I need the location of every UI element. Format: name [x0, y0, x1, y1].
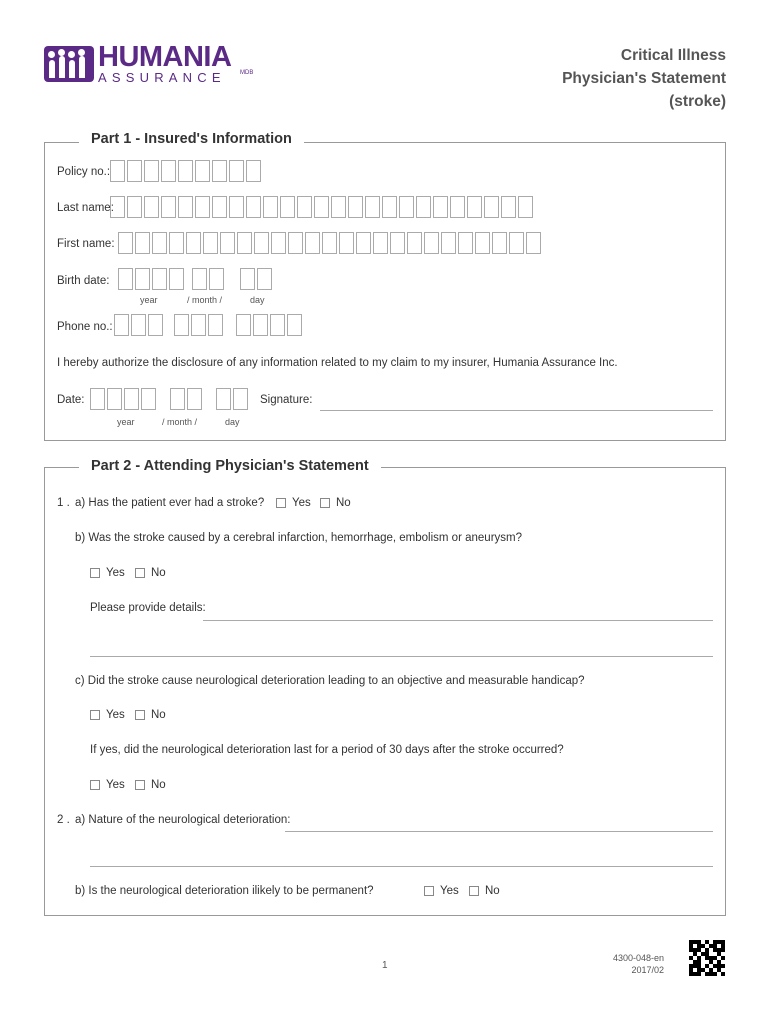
first-name-label: First name:	[57, 238, 115, 250]
policy-label: Policy no.:	[57, 166, 111, 178]
logo-subtitle: ASSURANCE	[98, 70, 226, 85]
checkbox-icon[interactable]	[135, 780, 145, 790]
q1b-no-option[interactable]	[135, 567, 166, 579]
qr-code-icon	[689, 940, 725, 976]
logo-mark-text: MDB	[240, 70, 254, 76]
last-name-label: Last name:	[57, 202, 114, 214]
part2-legend: Part 2 - Attending Physician's Statement	[79, 458, 381, 474]
title-line-1: Critical Illness	[620, 47, 726, 64]
question-2b: b) Is the neurological deterioration ilikely to be permanent?	[75, 885, 374, 897]
q2b-yes-option[interactable]	[424, 885, 459, 897]
birth-date-label: Birth date:	[57, 275, 110, 287]
date-month-boxes[interactable]	[170, 388, 204, 410]
q1c-no-option[interactable]	[135, 709, 166, 721]
q1c-followup-no-option[interactable]	[135, 779, 166, 791]
logo-name: HUMANIA	[98, 41, 232, 73]
q1c-yes-option[interactable]	[90, 709, 125, 721]
q1c-followup-yes-option[interactable]	[90, 779, 125, 791]
no-label: No	[336, 497, 351, 509]
no-label: No	[151, 779, 166, 791]
first-name-boxes[interactable]	[118, 232, 543, 254]
no-label: No	[151, 709, 166, 721]
form-code	[613, 952, 664, 976]
form-code-number: 4300-048-en	[612, 953, 664, 963]
form-code-date: 2017/02	[631, 965, 664, 975]
part1-rule-right	[288, 142, 725, 143]
checkbox-icon[interactable]	[276, 498, 286, 508]
checkbox-icon[interactable]	[320, 498, 330, 508]
checkbox-icon[interactable]	[469, 886, 479, 896]
phone-prefix-boxes[interactable]	[174, 314, 225, 336]
birth-day-boxes[interactable]	[240, 268, 274, 290]
checkbox-icon[interactable]	[90, 780, 100, 790]
title-line-2: Physician's Statement	[562, 70, 726, 87]
title-line-3: (stroke)	[669, 93, 726, 110]
checkbox-icon[interactable]	[135, 710, 145, 720]
birth-day-caption: day	[250, 295, 265, 305]
q1a-yes-option[interactable]	[276, 497, 311, 509]
deterioration-line-2[interactable]	[90, 866, 713, 867]
people-logo-icon	[44, 46, 94, 82]
humania-logo	[44, 41, 254, 86]
date-day-caption: day	[225, 417, 240, 427]
phone-line-boxes[interactable]	[236, 314, 304, 336]
birth-year-boxes[interactable]	[118, 268, 186, 290]
no-label: No	[151, 567, 166, 579]
details-label: Please provide details:	[90, 602, 206, 614]
yes-label: Yes	[440, 885, 459, 897]
birth-year-caption: year	[140, 295, 158, 305]
phone-area-boxes[interactable]	[114, 314, 165, 336]
checkbox-icon[interactable]	[135, 568, 145, 578]
q2b-no-option[interactable]	[469, 885, 500, 897]
question-1c-followup: If yes, did the neurological deterioration last for a period of 30 days after the stroke occurred?	[90, 744, 564, 756]
date-month-caption: / month /	[162, 417, 198, 427]
yes-label: Yes	[106, 779, 125, 791]
page-number: 1	[382, 960, 388, 971]
signature-label: Signature:	[260, 394, 313, 406]
checkbox-icon[interactable]	[424, 886, 434, 896]
yes-label: Yes	[106, 709, 125, 721]
part2-rule-left	[44, 467, 80, 468]
question-2a: a) Nature of the neurological deterioration:	[75, 814, 291, 826]
birth-month-boxes[interactable]	[192, 268, 226, 290]
details-line-2[interactable]	[90, 656, 713, 657]
question-2-number: 2 .	[57, 814, 70, 826]
deterioration-line-1[interactable]	[285, 831, 713, 832]
checkbox-icon[interactable]	[90, 710, 100, 720]
phone-label: Phone no.:	[57, 321, 113, 333]
form-title	[562, 44, 726, 113]
yes-label: Yes	[292, 497, 311, 509]
question-1c: c) Did the stroke cause neurological deterioration leading to an objective and measurable handicap?	[75, 675, 585, 687]
date-label: Date:	[57, 394, 85, 406]
authorization-text: I hereby authorize the disclosure of any information related to my claim to my insurer, Humania Assurance Inc.	[57, 357, 618, 369]
q1b-yes-option[interactable]	[90, 567, 125, 579]
policy-number-boxes[interactable]	[110, 160, 263, 182]
question-1-number: 1 .	[57, 497, 70, 509]
part2-rule-right	[358, 467, 725, 468]
birth-month-caption: / month /	[187, 295, 223, 305]
part1-legend: Part 1 - Insured's Information	[79, 131, 304, 147]
question-1a: a) Has the patient ever had a stroke?	[75, 497, 265, 509]
checkbox-icon[interactable]	[90, 568, 100, 578]
date-year-boxes[interactable]	[90, 388, 158, 410]
yes-label: Yes	[106, 567, 125, 579]
signature-line[interactable]	[320, 410, 713, 411]
no-label: No	[485, 885, 500, 897]
q1a-no-option[interactable]	[320, 497, 351, 509]
date-year-caption: year	[117, 417, 135, 427]
part1-rule-left	[44, 142, 80, 143]
date-day-boxes[interactable]	[216, 388, 250, 410]
question-1b: b) Was the stroke caused by a cerebral infarction, hemorrhage, embolism or aneurysm?	[75, 532, 522, 544]
details-line-1[interactable]	[203, 620, 713, 621]
last-name-boxes[interactable]	[110, 196, 535, 218]
